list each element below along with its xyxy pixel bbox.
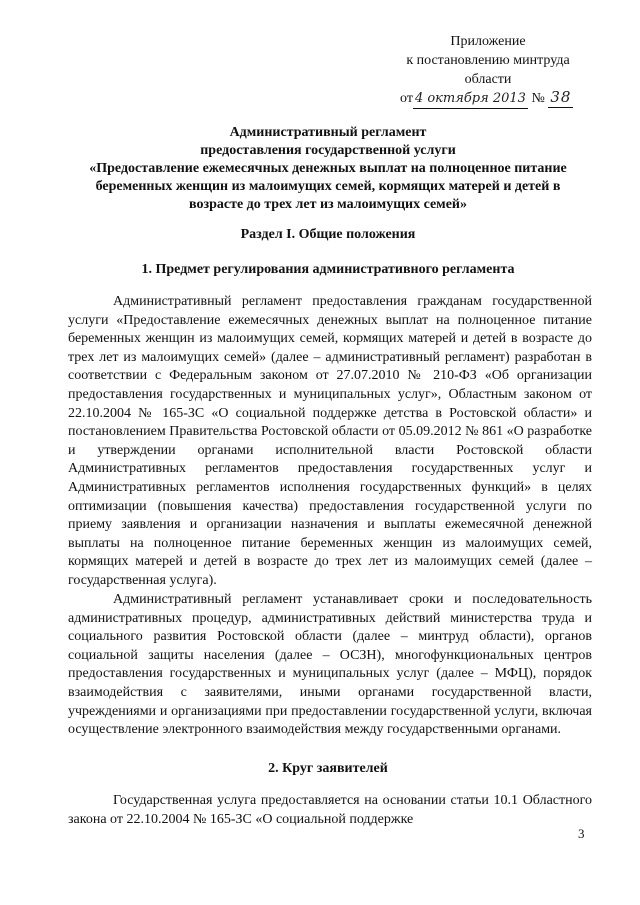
subsection-1-heading: 1. Предмет регулирования административного регламента (141, 262, 515, 277)
title-line-4: беременных женщин из малоимущих семей, кормящих матерей и детей в (95, 179, 561, 194)
section-heading: Раздел I. Общие положения (240, 227, 416, 242)
decree-date-line (400, 88, 573, 109)
appendix-label: Приложение (450, 34, 526, 49)
document-title (60, 124, 596, 214)
appendix-decree-line: к постановлению минтруда (406, 53, 570, 68)
appendix-block (388, 32, 588, 89)
subsection-2-heading: 2. Круг заявителей (268, 761, 388, 776)
title-line-1: Административный регламент (229, 125, 427, 140)
date-prefix: от (400, 91, 413, 106)
appendix-region-line: области (464, 72, 512, 87)
paragraph-applicants: Государственная услуга предоставляется на основании статьи 10.1 Областного закона от 22.10.2004 № 165-ЗС «О социальной поддержке (68, 793, 592, 827)
paragraph-subject-2: Административный регламент устанавливает сроки и последовательность административных процедур, административных действий министерства труда и социального развития Ростовской области (далее – минтруд области), органов социальной защиты населения (далее – ОСЗН), многофункциональных центров предоставления государственных и муниципальных услуг (далее – МФЦ), порядок взаимодействия с заявителями, иными органами государственной власти, учреждениями и организациями при предоставлении государственной услуги, включая осуществление электронного взаимодействия между государственными органами. (68, 592, 592, 738)
page-number: 3 (578, 826, 585, 841)
paragraph-subject-1: Административный регламент предоставления гражданам государственной услуги «Предоставление ежемесячных денежных выплат на полноценное питание беременных женщин из малоимущих семей, кормящих матерей и детей в возрасте до трех лет из малоимущих семей» (далее – административный регламент) разработан в соответствии с Федеральным законом от 27.07.2010 № 210-ФЗ «Об организации предоставления государственных и муниципальных услуг», Областным законом от 22.10.2004 № 165-ЗС «О социальной поддержке детства в Ростовской области» и постановлением Правительства Ростовской области от 05.09.2012 № 861 «О разработке и утверждении органами исполнительной власти Ростовской области Административных регламентов предоставления государственных услуг и Административных регламентов исполнения государственных функций» в целях оптимизации (повышения качества) предоставления государственной услуги по приему заявления и организации назначения и выплаты ежемесячной денежной выплаты на полноценное питание беременных женщин из малоимущих семей, кормящих матерей и детей в возрасте до трех лет из малоимущих семей (далее – государственная услуга). (68, 294, 592, 588)
handwritten-number: 38 (550, 88, 572, 106)
handwritten-date: 4 октября 2013 (413, 89, 528, 109)
title-line-2: предоставления государственной услуги (200, 143, 456, 158)
title-line-3: «Предоставление ежемесячных денежных выплат на полноценное питание (89, 161, 567, 176)
title-line-5: возрасте до трех лет из малоимущих семей» (189, 197, 467, 212)
number-sign: № (531, 91, 545, 106)
